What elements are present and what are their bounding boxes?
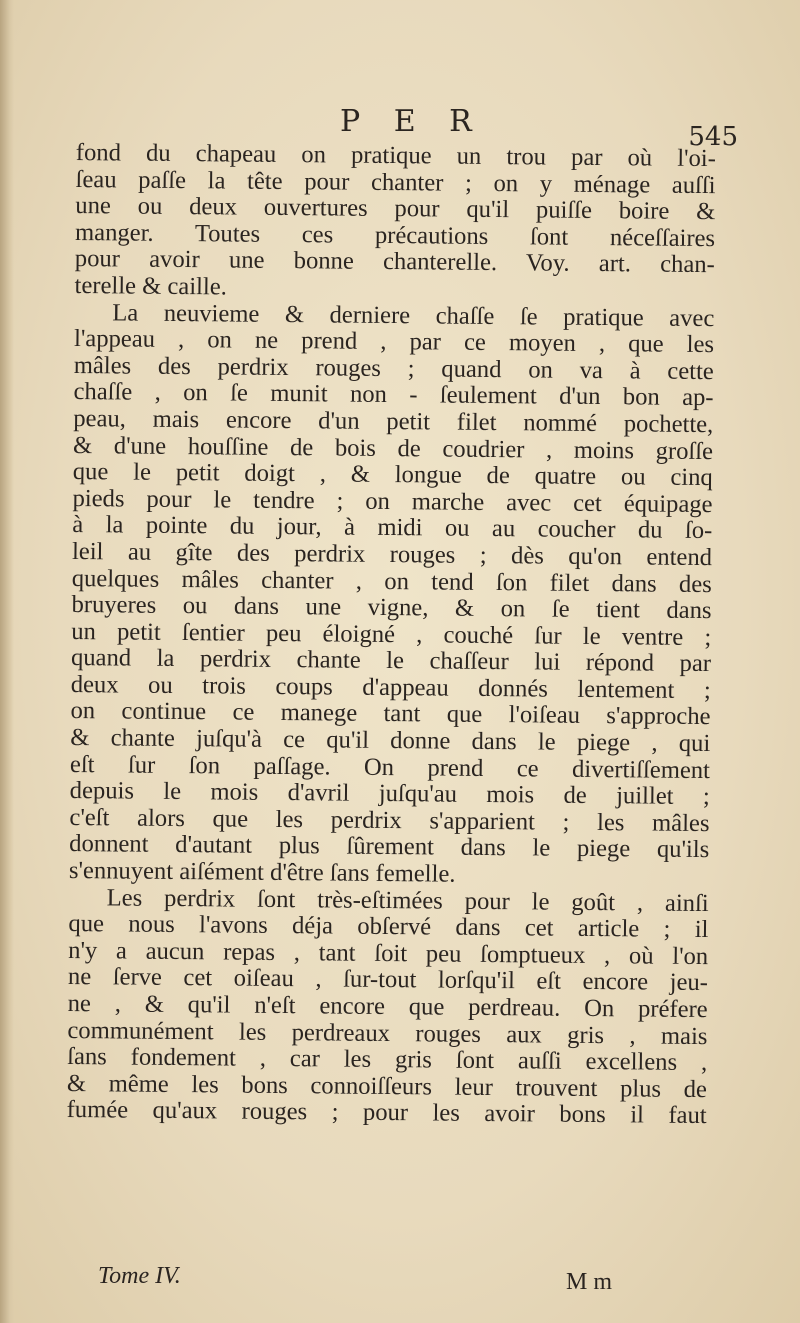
text-line: l'appeau , on ne prend , par ce moyen , que les bbox=[73, 325, 715, 359]
text-line: & même les bons connoiſſeurs leur trouvent plus de bbox=[66, 1069, 708, 1103]
text-line: ſans fondement , car les gris ſont auſſi excellens , bbox=[67, 1043, 708, 1077]
text-line: La neuvieme & derniere chaſſe ſe pratique avec bbox=[112, 298, 715, 332]
text-line: n'y a aucun repas , tant ſoit peu ſomptueux , où l'on bbox=[68, 936, 709, 970]
text-line: bruyeres ou dans une vigne, & on ſe tient dans bbox=[71, 591, 712, 625]
text-line: un petit ſentier peu éloigné , couché ſur le ventre ; bbox=[71, 617, 712, 651]
text-line: chaſſe , on ſe munit non - ſeulement d'un bon ap- bbox=[73, 378, 714, 412]
text-line: ne , & qu'il n'eſt encore que perdreau. On préfere bbox=[67, 989, 708, 1024]
text-line: c'eſt alors que les perdrix s'apparient ; les mâles bbox=[69, 803, 710, 837]
text-line: deux ou trois coups d'appeau donnés lentement ; bbox=[70, 670, 711, 704]
text-line: leil au gîte des perdrix rouges ; dès qu'on entend bbox=[71, 537, 713, 572]
text-line: pour avoir une bonne chanterelle. Voy. art. chan- bbox=[74, 245, 715, 279]
text-line: Les perdrix ſont très-eſtimées pour le goût , ainſi bbox=[106, 883, 709, 917]
text-line: donnent d'autant plus ſûrement dans le piege qu'ils bbox=[69, 830, 710, 864]
text-line: & d'une houſſine de bois de coudrier , moins groſſe bbox=[72, 431, 714, 465]
text-line: quand la perdrix chante le chaſſeur lui répond par bbox=[70, 644, 712, 678]
page-number: 545 bbox=[688, 122, 738, 152]
text-line: ne ſerve cet oiſeau , ſur-tout lorſqu'il eſt encore jeu- bbox=[67, 963, 709, 997]
text-line: pieds pour le tendre ; on marche avec cet équipage bbox=[72, 484, 713, 518]
text-line: & chante juſqu'à ce qu'il donne dans le piege , qui bbox=[70, 724, 711, 758]
text-line: communément les perdreaux rouges aux gris , mais bbox=[67, 1016, 708, 1050]
text-line: peau, mais encore d'un petit filet nommé pochette, bbox=[73, 404, 714, 439]
text-line: s'ennuyent aiſément d'être ſans femelle. bbox=[68, 856, 456, 888]
page-binding-edge bbox=[0, 0, 14, 1323]
text-line: eſt ſur ſon paſſage. On prend ce divertiſſement bbox=[69, 750, 711, 784]
running-head bbox=[0, 100, 800, 152]
text-line: depuis le mois d'avril juſqu'au mois de juillet ; bbox=[69, 777, 710, 811]
text-line: fond du chapeau on pratique un trou par où l'oi- bbox=[75, 139, 716, 173]
text-line: fumée qu'aux rouges ; pour les avoir bons il faut bbox=[66, 1096, 707, 1130]
text-line: ſeau paſſe la tête pour chanter ; on y ménage auſſi bbox=[75, 165, 716, 199]
text-line: terelle & caille. bbox=[74, 271, 227, 301]
page-footer bbox=[0, 1263, 800, 1299]
running-head-title: P E R bbox=[340, 104, 484, 139]
text-line: mâles des perdrix rouges ; quand on va à cette bbox=[73, 351, 714, 385]
text-line: que nous l'avons déja obſervé dans cet article ; il bbox=[68, 910, 709, 944]
text-line: que le petit doigt , & longue de quatre ou cinq bbox=[72, 458, 713, 492]
text-line: on continue ce manege tant que l'oiſeau s'approche bbox=[70, 697, 711, 731]
text-line: manger. Toutes ces précautions ſont néceſſaires bbox=[74, 218, 716, 252]
text-line: quelques mâles chanter , on tend ſon filet dans des bbox=[71, 564, 712, 598]
text-line: à la pointe du jour, à midi ou au coucher du ſo- bbox=[72, 511, 713, 545]
text-line: une ou deux ouvertures pour qu'il puiſſe boire & bbox=[75, 192, 716, 226]
volume-label: Tome IV. bbox=[98, 1263, 181, 1289]
signature-mark: M m bbox=[566, 1269, 613, 1295]
body-text bbox=[67, 140, 716, 1130]
